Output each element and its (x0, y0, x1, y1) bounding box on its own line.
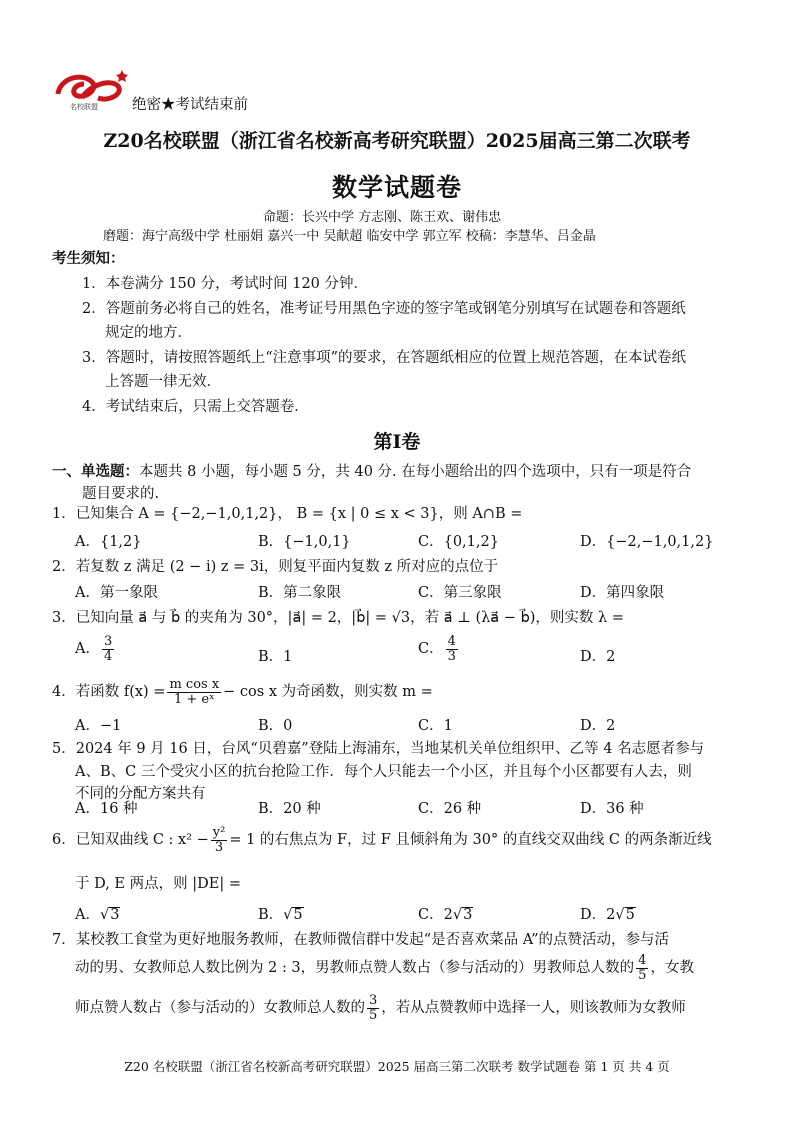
fraction-denominator: 3 (447, 648, 456, 664)
q5-option-b: B．20 种 (258, 801, 321, 817)
part1-heading (52, 460, 691, 481)
q6-fraction (211, 826, 228, 854)
section-title: 第Ⅰ卷 (373, 431, 421, 453)
q3-option-a-label: A． (75, 641, 100, 658)
q4-option-c: C．1 (418, 718, 453, 734)
fraction-numerator: 4 (638, 953, 647, 968)
q1-option-c: C．{0,1,2} (418, 534, 499, 550)
q3-option-b: B．1 (258, 649, 293, 665)
q7-stem-line-3 (75, 994, 686, 1022)
q2-option-b: B．第二象限 (258, 585, 342, 601)
q4-option-d: D．2 (580, 718, 616, 734)
q6-stem-pre: 6．已知双曲线 C : x² − (52, 832, 209, 849)
q1-stem: 1．已知集合 A = {−2,−1,0,1,2}， B = {x | 0 ≤ x < 3}，则 A∩B = (52, 506, 523, 522)
q7-line3-post: ，若从点赞教师中选择一人，则该教师为女教师 (381, 1000, 686, 1017)
reviewers-line: 磨题：海宁高级中学 杜丽娟 嘉兴一中 吴献超 临安中学 郭立军 校稿：李慧华、吕金晶 (103, 229, 596, 244)
fraction-denominator: 4 (103, 648, 113, 664)
q7-line2-post: ，女教 (650, 960, 694, 977)
q5-stem-line-2: A、B、C 三个受灾小区的抗台抢险工作．每个人只能去一个小区，并且每个小区都要有人去，则 (75, 764, 692, 780)
q3-option-c-label: C． (418, 641, 444, 658)
fraction-denominator: 1 + eˣ (173, 691, 215, 707)
q7-line3-pre: 师点赞人数占（参与活动的）女教师总人数的 (75, 1000, 365, 1017)
logo-text: 名校联盟 (70, 103, 98, 111)
q1-option-b: B．{−1,0,1} (258, 534, 351, 550)
radicand: 5 (293, 907, 303, 923)
page-footer: Z20 名校联盟（浙江省名校新高考研究联盟）2025 届高三第二次联考 数学试题卷 第 1 页 共 4 页 (124, 1059, 670, 1074)
q3-option-c-fraction (446, 635, 458, 663)
q6-option-d: D．2√5 (580, 907, 635, 923)
notice-heading: 考生须知： (52, 250, 125, 267)
q3-option-a-fraction (102, 635, 114, 663)
q7-fraction-female (367, 994, 379, 1022)
notice-item-2: 2．答题前务必将自己的姓名，准考证号用黑色字迹的签字笔或钢笔分别填写在试题卷和答题纸 (82, 301, 686, 317)
q6-option-b: B．√5 (258, 907, 303, 923)
q6-option-d-label: D．2 (580, 907, 616, 923)
paper-subtitle: 数学试题卷 (331, 173, 462, 202)
setters-line: 命题：长兴中学 方志刚、陈王欢、谢伟忠 (263, 210, 502, 225)
q6-option-b-label: B． (258, 907, 284, 923)
q3-option-d: D．2 (580, 649, 616, 665)
q4-stem (52, 678, 433, 706)
confidential-label: 绝密★考试结束前 (132, 97, 248, 113)
q2-option-d: D．第四象限 (580, 585, 665, 601)
q5-option-a: A．16 种 (75, 801, 138, 817)
q6-option-a: A．√3 (75, 907, 120, 923)
q5-option-c: C．26 种 (418, 801, 482, 817)
q2-option-c: C．第三象限 (418, 585, 502, 601)
q4-fraction (167, 678, 221, 706)
q3-stem: 3．已知向量 a⃗ 与 b⃗ 的夹角为 30°，|a⃗| = 2，|b⃗| = √3，若 a⃗ ⊥ (λa⃗ − b⃗)，则实数 λ = (52, 610, 624, 626)
q6-option-a-label: A． (75, 907, 100, 923)
fraction-numerator: 3 (103, 634, 113, 649)
part1-instructions: 本题共 8 小题，每小题 5 分，共 40 分. 在每小题给出的四个选项中，只有一项是符合 (139, 464, 692, 480)
q1-option-a: A．{1,2} (75, 534, 142, 550)
radicand: 3 (110, 907, 120, 923)
q2-stem: 2．若复数 z 满足 (2 − i) z = 3i，则复平面内复数 z 所对应的点位于 (52, 559, 499, 575)
radicand: 3 (463, 907, 473, 923)
q6-stem-line-2: 于 D, E 两点，则 |DE| = (75, 876, 241, 892)
part1-heading-cont: 题目要求的. (82, 486, 160, 502)
q4-option-a: A．−1 (75, 718, 122, 734)
q4-option-b: B．0 (258, 718, 293, 734)
q5-option-d: D．36 种 (580, 801, 644, 817)
fraction-denominator: 5 (638, 967, 647, 983)
radicand: 5 (625, 907, 635, 923)
exam-title: Z20名校联盟（浙江省名校新高考研究联盟）2025届高三第二次联考 (103, 130, 691, 152)
q7-fraction-male (636, 954, 648, 982)
notice-item-3: 3．答题时，请按照答题纸上“注意事项”的要求，在答题纸相应的位置上规范答题，在本试卷纸 (82, 350, 687, 366)
notice-item-2-cont: 规定的地方． (105, 325, 192, 341)
q7-stem-line-1: 7．某校教工食堂为更好地服务教师，在教师微信群中发起“是否喜欢菜品 A”的点赞活动，参与活 (52, 932, 669, 948)
q4-stem-post: − cos x 为奇函数，则实数 m = (223, 684, 433, 701)
q6-option-c: C．2√3 (418, 907, 473, 923)
notice-item-1: 1．本卷满分 150 分，考试时间 120 分钟． (82, 276, 369, 292)
q5-stem-line-1: 5．2024 年 9 月 16 日，台风“贝碧嘉”登陆上海浦东，当地某机关单位组织甲、乙等 4 名志愿者参与 (52, 741, 705, 757)
q2-option-a: A．第一象限 (75, 585, 158, 601)
fraction-numerator: m cos x (169, 677, 220, 692)
q5-stem-line-3: 不同的分配方案共有 (75, 786, 206, 802)
part1-label: 一、单选题： (52, 463, 139, 480)
q3-option-c (418, 635, 460, 663)
q7-line2-pre: 动的男、女教师总人数比例为 2 : 3，男教师点赞人数占（参与活动的）男教师总人数的 (75, 960, 635, 977)
q6-stem-post: = 1 的右焦点为 F，过 F 且倾斜角为 30° 的直线交双曲线 C 的两条渐近线 (229, 832, 712, 849)
q6-option-c-label: C．2 (418, 907, 453, 923)
fraction-numerator: 3 (369, 993, 378, 1008)
fraction-denominator: 5 (369, 1007, 378, 1023)
fraction-denominator: 3 (214, 839, 224, 855)
q6-stem (52, 826, 712, 854)
q3-option-a (75, 635, 116, 663)
fraction-numerator: y² (212, 825, 226, 840)
q1-option-d: D．{−2,−1,0,1,2} (580, 534, 714, 550)
notice-item-3-cont: 上答题一律无效． (105, 374, 221, 390)
notice-item-4: 4．考试结束后，只需上交答题卷． (82, 399, 309, 415)
fraction-numerator: 4 (447, 634, 456, 649)
q4-stem-pre: 4．若函数 f(x) = (52, 684, 166, 701)
q7-stem-line-2 (75, 954, 694, 982)
school-alliance-logo (52, 64, 134, 116)
